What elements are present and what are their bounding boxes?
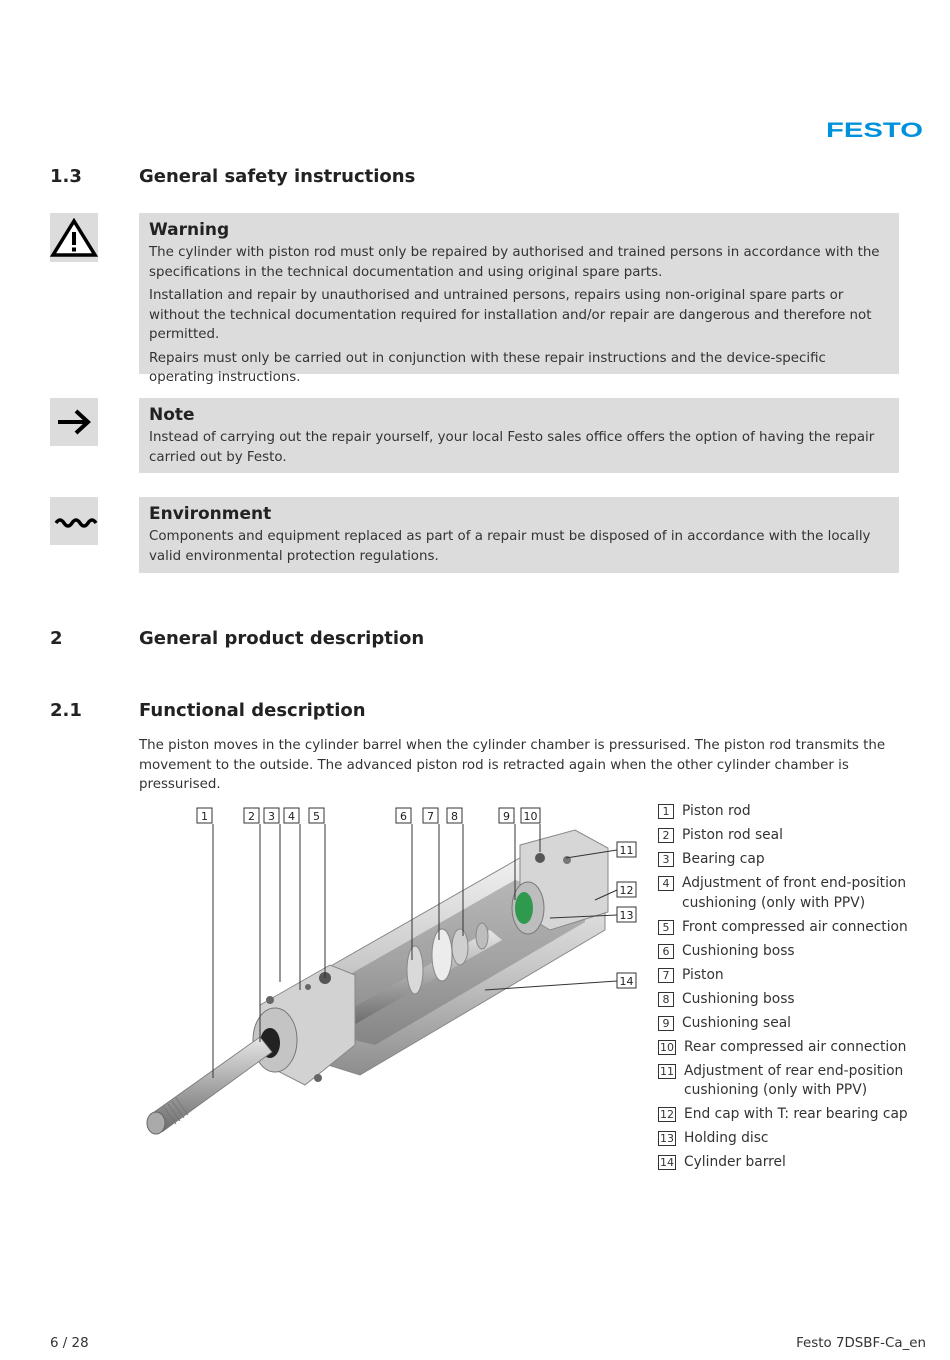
logo-text: FESTO xyxy=(826,119,923,140)
callout-label: 11 xyxy=(619,844,634,857)
environment-icon-box xyxy=(50,497,98,545)
legend-label: Adjustment of rear end-position cushioning (only with PPV) xyxy=(684,1062,904,1098)
legend-number: 4 xyxy=(658,876,674,891)
callout-label: 1 xyxy=(201,810,208,823)
legend-label: Cylinder barrel xyxy=(684,1154,786,1170)
section-number: 1.3 xyxy=(50,166,82,187)
legend-number: 14 xyxy=(660,1156,674,1169)
note-title: Note xyxy=(149,405,195,425)
legend-item xyxy=(658,1014,938,1034)
warning-box xyxy=(139,213,899,385)
callout-label: 10 xyxy=(523,810,538,823)
note-paragraph: Instead of carrying out the repair yourself, your local Festo sales office offers the option of having the repair carried out by Festo. xyxy=(149,430,875,465)
legend-number: 11 xyxy=(660,1064,674,1078)
legend-item xyxy=(658,1038,938,1058)
note-box xyxy=(139,398,899,473)
legend-item xyxy=(658,802,938,822)
callout-label: 8 xyxy=(451,810,458,823)
legend-item xyxy=(658,1153,938,1173)
section-title: General safety instructions xyxy=(139,166,416,187)
festo-logo xyxy=(826,118,924,140)
legend-label: Piston rod xyxy=(682,803,751,819)
callout-label: 2 xyxy=(248,810,255,823)
callout-label: 4 xyxy=(288,810,295,823)
legend-label: End cap with T: rear bearing cap xyxy=(684,1106,908,1122)
environment-paragraph: Components and equipment replaced as part of a repair must be disposed of in accordance with the locally valid environmental protection regulations. xyxy=(149,529,871,564)
legend-number: 9 xyxy=(658,1016,674,1031)
legend-number: 7 xyxy=(658,968,674,983)
functional-description-text: The piston moves in the cylinder barrel when the cylinder chamber is pressurised. The piston rod transmits the movement to the outside. The advanced piston rod is retracted again when the other cylinder chamber is pressurised. xyxy=(139,738,886,792)
section-title: Functional description xyxy=(139,700,366,721)
legend-number: 12 xyxy=(660,1108,674,1121)
legend-number: 5 xyxy=(658,920,674,935)
environment-box xyxy=(139,497,899,573)
piston-rod xyxy=(147,1037,272,1134)
legend-label: Piston xyxy=(682,966,724,983)
page-number: 6 / 28 xyxy=(50,1336,89,1351)
legend-number: 1 xyxy=(658,804,674,819)
callout-label: 12 xyxy=(619,884,634,897)
arrow-right-icon xyxy=(50,398,98,446)
legend-item xyxy=(658,918,938,938)
legend-number: 13 xyxy=(660,1132,674,1145)
legend-item xyxy=(658,990,938,1010)
callout-label: 5 xyxy=(313,810,320,823)
callout-label: 3 xyxy=(268,810,275,823)
legend-item xyxy=(658,1062,938,1101)
warning-icon-box xyxy=(50,213,98,262)
legend-item xyxy=(658,1105,938,1125)
callout-label: 14 xyxy=(619,975,634,988)
callout-label: 13 xyxy=(619,909,634,922)
legend-item xyxy=(658,874,938,913)
legend-item xyxy=(658,850,938,870)
legend-item xyxy=(658,826,938,846)
legend-label: Adjustment of front end-position cushioning (only with PPV) xyxy=(682,875,907,911)
wave-icon xyxy=(50,497,98,545)
legend-number: 6 xyxy=(658,944,674,959)
warning-paragraph: The cylinder with piston rod must only be repaired by authorised and trained persons in accordance with the specifications in the technical documentation and using original spare parts. xyxy=(149,245,880,280)
callout-label: 6 xyxy=(400,810,407,823)
warning-triangle-icon xyxy=(50,218,98,258)
warning-paragraph: Installation and repair by unauthorised and untrained persons, repairs using non-original spare parts or without the technical documentation required for installation and/or repair are dangerous and therefore not permitted. xyxy=(149,288,872,342)
parts-legend xyxy=(658,802,938,1177)
environment-title: Environment xyxy=(149,504,272,524)
section-title: General product description xyxy=(139,628,425,649)
document-id: Festo 7DSBF-Ca_en xyxy=(796,1336,926,1351)
legend-number: 10 xyxy=(660,1040,674,1054)
legend-label: Rear compressed air connection xyxy=(684,1038,907,1055)
callout-label: 9 xyxy=(503,810,510,823)
legend-number: 8 xyxy=(658,992,674,1007)
callout-label: 7 xyxy=(427,810,434,823)
warning-paragraph: Repairs must only be carried out in conjunction with these repair instructions and the device-specific operating instructions. xyxy=(149,350,826,385)
legend-label: Bearing cap xyxy=(682,851,765,867)
legend-label: Piston rod seal xyxy=(682,827,783,843)
legend-label: Front compressed air connection xyxy=(682,918,908,935)
legend-label: Cushioning boss xyxy=(682,942,795,959)
legend-label: Cushioning boss xyxy=(682,990,795,1007)
legend-label: Cushioning seal xyxy=(682,1014,792,1031)
warning-title: Warning xyxy=(149,220,230,240)
section-number: 2 xyxy=(50,628,63,649)
legend-item xyxy=(658,942,938,962)
legend-number: 2 xyxy=(658,828,674,843)
note-icon-box xyxy=(50,398,98,446)
legend-number: 3 xyxy=(658,852,674,867)
legend-item xyxy=(658,1129,938,1149)
legend-item xyxy=(658,966,938,986)
legend-label: Holding disc xyxy=(684,1130,769,1146)
section-number: 2.1 xyxy=(50,700,82,721)
cylinder-cutaway-illustration xyxy=(130,800,650,1150)
